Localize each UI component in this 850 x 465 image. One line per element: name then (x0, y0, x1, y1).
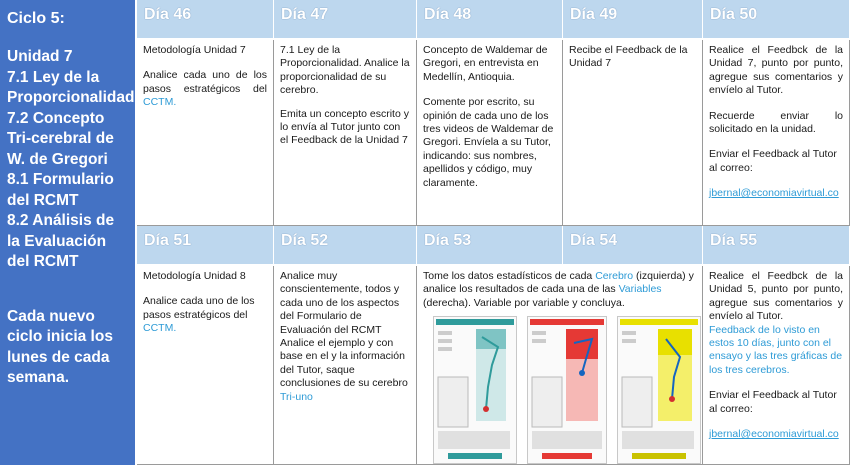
header-day-48: Día 48 (417, 0, 563, 40)
cell-day-48 (417, 40, 563, 226)
header-day-53: Día 53 (417, 226, 563, 266)
brain-charts (423, 316, 696, 465)
day-48-text-1: Concepto de Waldemar de Gregori, en entrevista en Medellín, Antioquia. (423, 44, 548, 83)
day-46-body: Analice cada uno de los pasos estratégicos del CCTM. (143, 69, 267, 109)
day-49-text-1: Recibe el Feedback de la Unidad 7 (569, 44, 688, 70)
day-48-text-2: Comente por escrito, su opinión de cada uno de los tres videos de Waldemar de Gregori. Envíela a su Tutor, indicando: sus nombres, apellidos y código, muy claramente. (423, 96, 554, 189)
day-50-text-3: Enviar el Feedback al Tutor al correo: (709, 148, 837, 174)
header-day-47: Día 47 (274, 0, 417, 40)
tri-uno-link[interactable]: Tri-uno (280, 390, 313, 403)
day-55-email-link[interactable]: jbernal@economiavirtual.co (709, 428, 839, 441)
header-day-51: Día 51 (137, 226, 274, 266)
day-50-text-2: Recuerde enviar lo solicitado en la unidad. (709, 109, 843, 136)
brain-chart-right (617, 316, 701, 464)
cycle-topics: Unidad 7 7.1 Ley de la Proporcionalidad 7.2 Concepto Tri-cerebral de W. de Gregori 8.1 Formulario del RCMT 8.2 Análisis de la Evaluación del RCMT (7, 48, 135, 270)
cell-day-55 (703, 266, 850, 465)
day-51-title: Metodología Unidad 8 (143, 270, 246, 282)
cctm-link[interactable]: CCTM. (143, 96, 177, 109)
cell-day-51 (137, 266, 274, 465)
cycle-note: Cada nuevo ciclo inicia los lunes de cada semana. (7, 307, 113, 386)
day-52-text: Analice muy conscientemente, todos y cada uno de los aspectos del Formulario de Evaluación del RCMT Analice el ejemplo y con base en el y la información del Tutor, saque conclusiones de su cerebro Tri-uno (280, 270, 408, 403)
header-day-46: Día 46 (137, 0, 274, 40)
day-50-text-1: Realice el Feedbck de la Unidad 7, punto por punto, agregue sus comentarios y envíelo al Tutor. (709, 44, 843, 97)
header-day-50: Día 50 (703, 0, 850, 40)
day-53-text: Tome los datos estadísticos de cada Cerebro (izquierda) y analice los resultados de cada una de las Variables (derecha). Variable por variable y concluya. (423, 270, 694, 309)
day-55-text-1: Realice el Feedbck de la Unidad 5, punto por punto, agregue sus comentarios y envíelo al Tutor. (709, 270, 843, 323)
variables-link[interactable]: Variables (618, 283, 662, 296)
cell-day-52 (274, 266, 417, 465)
header-day-49: Día 49 (563, 0, 703, 40)
day-55-text-3: Enviar el Feedback al Tutor al correo: (709, 389, 837, 415)
day-50-email-link[interactable]: jbernal@economiavirtual.co (709, 187, 839, 200)
brain-chart-left (433, 316, 517, 464)
day-51-body: Analice cada uno de los pasos estratégicos del CCTM. (143, 295, 255, 335)
day-47-text-1: 7.1 Ley de la Proporcionalidad. Analice la proporcionalidad de su cerebro. (280, 44, 410, 97)
header-day-55: Día 55 (703, 226, 850, 266)
day-47-text-2: Emita un concepto escrito y lo envía al Tutor junto con el Feedback de la Unidad 7 (280, 107, 409, 147)
cell-day-53-54 (417, 266, 703, 465)
cerebro-link[interactable]: Cerebro (595, 270, 634, 282)
day-55-feedback-note: Feedback de lo visto en estos 10 días, junto con el ensayo y las tres gráficas de los tres cerebros. (709, 323, 843, 376)
brain-chart-middle (527, 316, 607, 464)
cell-day-50 (703, 40, 850, 226)
day-46-title: Metodología Unidad 7 (143, 44, 246, 56)
cycle-sidebar (0, 0, 137, 465)
cell-day-47 (274, 40, 417, 226)
header-day-52: Día 52 (274, 226, 417, 266)
cell-day-46 (137, 40, 274, 226)
header-day-54: Día 54 (563, 226, 703, 266)
cell-day-49 (563, 40, 703, 226)
cctm-link[interactable]: CCTM. (143, 322, 177, 335)
cycle-title: Ciclo 5: (7, 10, 65, 27)
